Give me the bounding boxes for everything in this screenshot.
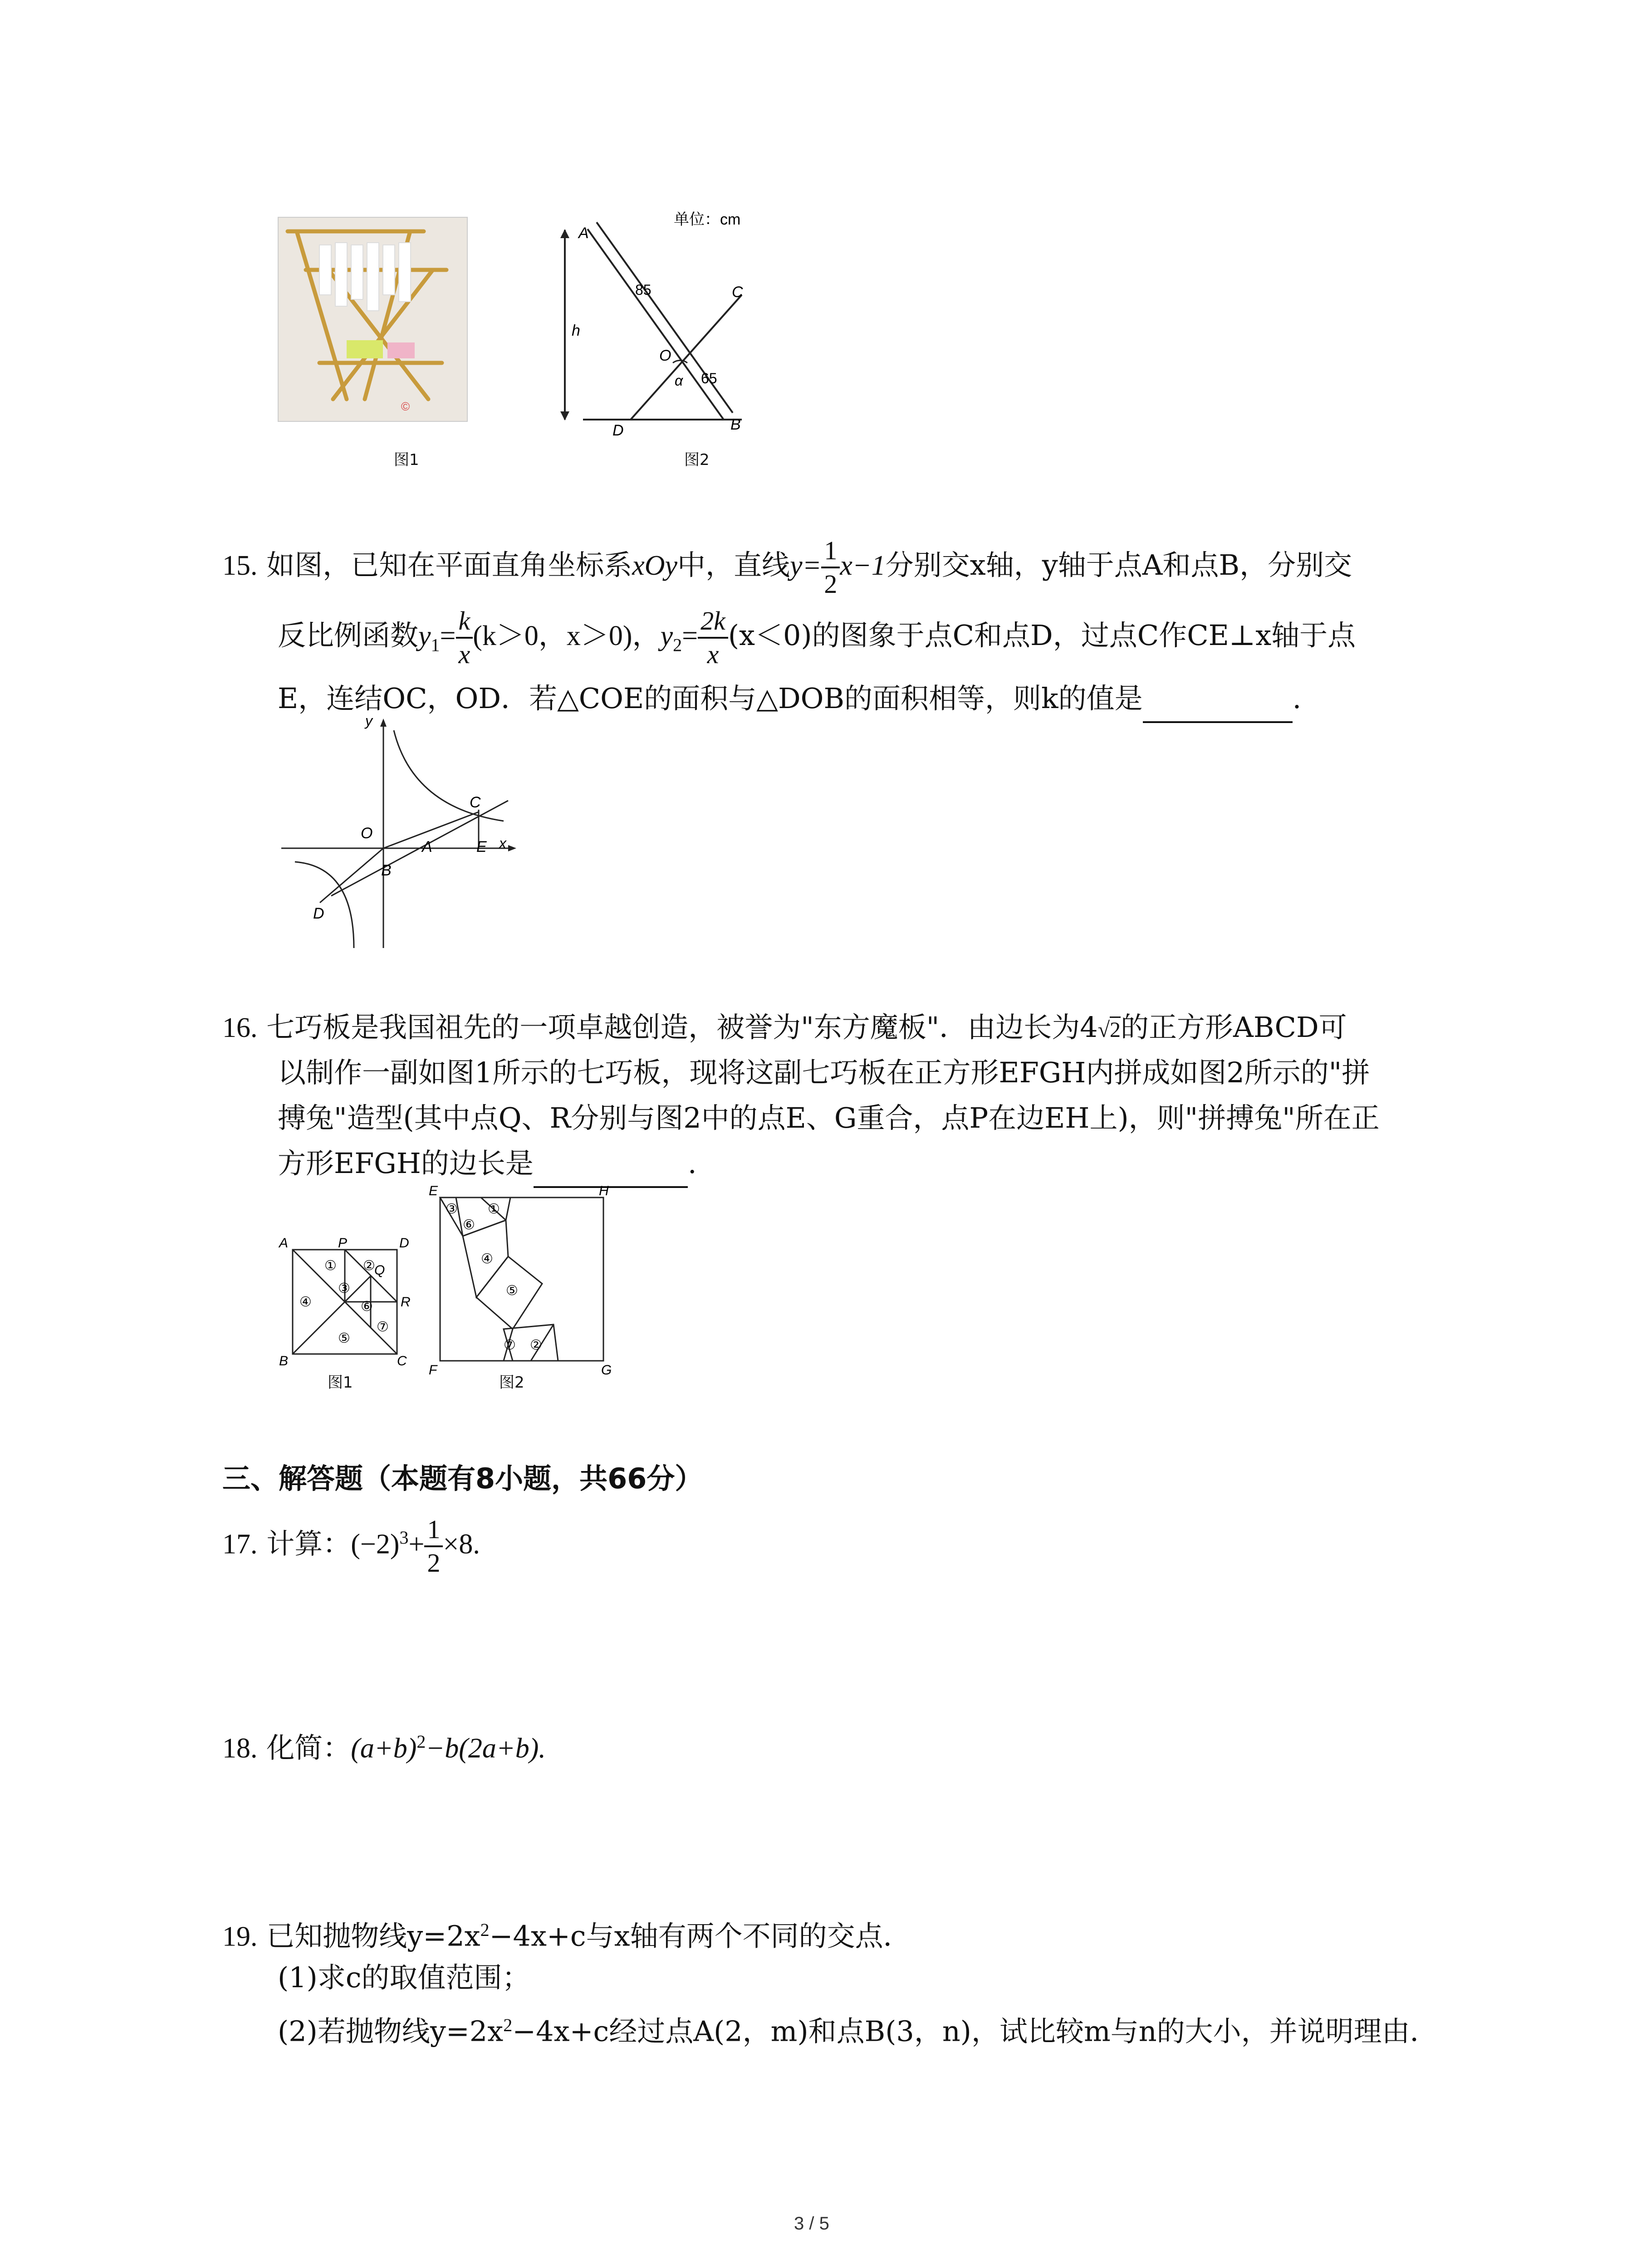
fig2-label-E: E [429, 1183, 438, 1198]
label-A: A [578, 225, 589, 242]
fig2-piece-7: ⑦ [504, 1338, 516, 1353]
fig2-label-H: H [599, 1183, 609, 1198]
fig1-piece-4: ④ [299, 1295, 312, 1310]
rack-geometry-diagram [551, 206, 796, 442]
fig2-piece-3: ③ [446, 1202, 458, 1217]
fig1-caption: 图1 [394, 451, 419, 469]
fig1-piece-3: ③ [338, 1281, 350, 1296]
q16-line2: 以制作一副如图1所示的七巧板，现将这副七巧板在正方形EFGH内拼成如图2所示的"拼 [278, 1056, 1370, 1089]
q15-y2-fraction: $\frac{2k}{x}$ [698, 608, 728, 668]
q16-line4: 方形EFGH的边长是 . [278, 1141, 697, 1188]
fig1-label-Q: Q [374, 1263, 385, 1278]
q15-y1-fraction: $\frac{k}{x}$ [456, 608, 473, 668]
section-3-title: 三、解答题（本题有8小题，共66分） [222, 1462, 703, 1495]
q18: 18. 化简：$(a+b)^2-b(2a+b)$. [222, 1731, 546, 1765]
fig1-piece-5: ⑤ [338, 1331, 350, 1346]
label-h: h [572, 322, 580, 339]
q19-sub1: (1)求c的取值范围； [278, 1961, 530, 1994]
graph-label-D: D [313, 905, 324, 922]
page-number: 3 / 5 [794, 2214, 829, 2234]
fig1-label-A: A [279, 1236, 289, 1251]
fig2-piece-2: ② [530, 1338, 542, 1353]
fig1-piece-6: ⑥ [361, 1299, 373, 1314]
fig1-label-P: P [338, 1236, 348, 1251]
q18-number: 18. [222, 1733, 258, 1764]
label-B: B [730, 416, 741, 433]
q15-line1: 15. 如图，已知在平面直角坐标系xOy中，直线y= $\frac{1}{2}$ x−1分别交x轴，y轴于点A和点B，分别交 [222, 536, 1352, 599]
fig2-piece-5: ⑤ [506, 1283, 518, 1298]
q19-sub2: (2)若抛物线$y=2x^2-4x+c$经过点A(2，m)和点B(3，n)，试比较m与n的大小，并说明理由． [278, 2014, 1438, 2048]
q19-number: 19. [222, 1921, 258, 1952]
q16-fig2-caption: 图2 [499, 1374, 524, 1392]
label-C: C [732, 284, 743, 301]
drying-rack-photo [278, 217, 468, 422]
q16-line1: 16. 七巧板是我国祖先的一项卓越创造，被誉为"东方魔板"．由边长为4√2的正方形ABCD可 [222, 1011, 1347, 1044]
label-85: 85 [635, 282, 652, 298]
fig1-piece-7: ⑦ [377, 1320, 389, 1334]
fig2-piece-1: ① [488, 1202, 500, 1217]
fig1-label-D: D [399, 1236, 409, 1251]
drying-rack-illustration [279, 218, 467, 421]
q19-line1: 19. 已知抛物线$y=2x^2-4x+c$与x轴有两个不同的交点． [222, 1919, 911, 1953]
graph-label-E: E [476, 838, 487, 855]
fig2-label-F: F [429, 1363, 437, 1378]
fig1-label-B: B [279, 1354, 289, 1369]
label-D: D [612, 422, 624, 439]
graph-label-A: A [422, 838, 432, 855]
q15-slope-fraction: $\frac{1}{2}$ [821, 538, 840, 597]
fig2-piece-6: ⑥ [463, 1217, 475, 1232]
q17-fraction: $\frac{1}{2}$ [424, 1516, 443, 1576]
graph-label-C: C [470, 794, 481, 811]
q16-line3: 搏兔"造型(其中点Q、R分别与图2中的点E、G重合，点P在边EH上)，则"拼搏兔"所在正 [278, 1101, 1380, 1134]
unit-label: 单位：cm [674, 211, 741, 228]
q15-answer-blank[interactable] [1143, 676, 1293, 723]
fig2-label-G: G [601, 1363, 612, 1378]
q15-number: 15. [222, 550, 258, 582]
graph-label-O: O [361, 825, 373, 842]
photo-watermark: © [401, 400, 410, 413]
q15-graph [277, 717, 522, 953]
graph-label-x: x [499, 835, 506, 851]
q15-line2: 反比例函数$y_1=$ $\frac{k}{x}$ (k＞0，x＞0)，$y_2=$ $\frac{2k}{x}$ (x＜0)的图象于点C和点D，过点C作CE⊥x轴于点 [278, 606, 1356, 669]
fig1-piece-1: ① [324, 1258, 337, 1273]
fig2-caption: 图2 [684, 451, 710, 469]
graph-label-y: y [365, 717, 372, 729]
q15-line3: E，连结OC，OD．若△COE的面积与△DOB的面积相等，则k的值是 . [278, 676, 1301, 723]
fig2-piece-4: ④ [481, 1251, 493, 1266]
fig1-piece-2: ② [363, 1258, 375, 1273]
label-65: 65 [701, 370, 717, 386]
tangram-fig2 [426, 1179, 617, 1383]
label-O: O [659, 347, 671, 364]
fig1-label-C: C [397, 1354, 407, 1369]
label-alpha: α [675, 372, 683, 389]
graph-label-B: B [381, 862, 392, 879]
fig1-label-R: R [401, 1295, 411, 1310]
q16-number: 16. [222, 1012, 258, 1043]
q17-number: 17. [222, 1529, 258, 1560]
q16-fig1-caption: 图1 [328, 1374, 353, 1392]
q17: 17. 计算：$(-2)^3+$ $\frac{1}{2}$ ×8. [222, 1514, 480, 1578]
